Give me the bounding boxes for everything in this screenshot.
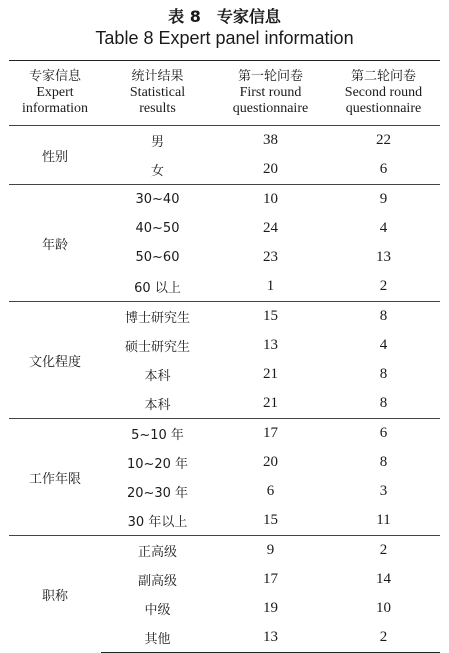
- first-round-value: 9: [214, 536, 327, 566]
- first-round-value: 1: [266, 278, 275, 294]
- group-name: 文化程度: [9, 302, 101, 419]
- second-round-value: 14: [376, 571, 391, 587]
- first-round-value: 19: [263, 600, 278, 616]
- table-row: [9, 419, 440, 449]
- row-label: 中级: [144, 603, 171, 618]
- first-round-value: 17: [263, 571, 278, 587]
- row-label: 副高级: [137, 574, 177, 589]
- row-label: 50~60: [135, 250, 180, 265]
- first-round-value: 15: [263, 512, 278, 528]
- group-name: 工作年限: [9, 419, 101, 536]
- row-label: 男: [101, 126, 214, 156]
- row-label: 20~30 年: [126, 486, 189, 501]
- second-round-value: 6: [379, 161, 388, 177]
- second-round-value: 9: [327, 185, 440, 215]
- second-round-value: 8: [379, 395, 388, 411]
- first-round-value: 21: [263, 366, 278, 382]
- table-title-en: Table 8 Expert panel information: [95, 28, 354, 48]
- header-expert-info: 专家信息 Expert information: [9, 61, 101, 126]
- second-round-value: 8: [327, 302, 440, 332]
- second-round-value: 13: [376, 249, 391, 265]
- second-round-value: 22: [327, 126, 440, 156]
- row-label: 博士研究生: [101, 302, 214, 332]
- first-round-value: 38: [214, 126, 327, 156]
- second-round-value: 8: [379, 366, 388, 382]
- row-label: 30~40: [101, 185, 214, 215]
- first-round-value: 6: [266, 483, 275, 499]
- row-label: 其他: [101, 623, 214, 653]
- first-round-value: 24: [263, 220, 278, 236]
- row-label: 本科: [144, 398, 171, 413]
- header-second-round: 第二轮问卷 Second round questionnaire: [327, 61, 440, 126]
- first-round-value: 10: [214, 185, 327, 215]
- second-round-value: 2: [327, 536, 440, 566]
- table-row: [9, 302, 440, 332]
- row-label: 10~20 年: [126, 457, 189, 472]
- second-round-value: 3: [379, 483, 388, 499]
- table-row: [9, 185, 440, 215]
- first-round-value: 13: [214, 623, 327, 653]
- header-statistical-results: 统计结果 Statistical results: [101, 61, 214, 126]
- group-name: 职称: [9, 536, 101, 653]
- first-round-value: 15: [214, 302, 327, 332]
- second-round-value: 8: [379, 454, 388, 470]
- row-label: 正高级: [101, 536, 214, 566]
- second-round-value: 2: [327, 623, 440, 653]
- second-round-value: 4: [379, 337, 388, 353]
- second-round-value: 6: [327, 419, 440, 449]
- first-round-value: 17: [214, 419, 327, 449]
- header-row: [9, 61, 440, 126]
- first-round-value: 23: [263, 249, 278, 265]
- first-round-value: 21: [263, 395, 278, 411]
- header-first-round: 第一轮问卷 First round questionnaire: [214, 61, 327, 126]
- row-label: 硕士研究生: [124, 340, 190, 355]
- row-label: 本科: [144, 369, 171, 384]
- row-label: 女: [150, 164, 164, 179]
- row-label: 40~50: [135, 221, 180, 236]
- table-row: [9, 126, 440, 156]
- group-name: 年龄: [9, 185, 101, 302]
- group-name: 性别: [9, 126, 101, 185]
- table-title-zh: 表 8 专家信息: [168, 7, 281, 26]
- expert-info-table: [9, 60, 440, 653]
- second-round-value: 4: [379, 220, 388, 236]
- first-round-value: 13: [263, 337, 278, 353]
- first-round-value: 20: [263, 161, 278, 177]
- row-label: 60 以上: [134, 281, 181, 296]
- second-round-value: 11: [376, 512, 391, 528]
- first-round-value: 20: [263, 454, 278, 470]
- row-label: 5~10 年: [101, 419, 214, 449]
- second-round-value: 2: [379, 278, 388, 294]
- table-row: [9, 536, 440, 566]
- row-label: 30 年以上: [127, 515, 188, 530]
- second-round-value: 10: [376, 600, 391, 616]
